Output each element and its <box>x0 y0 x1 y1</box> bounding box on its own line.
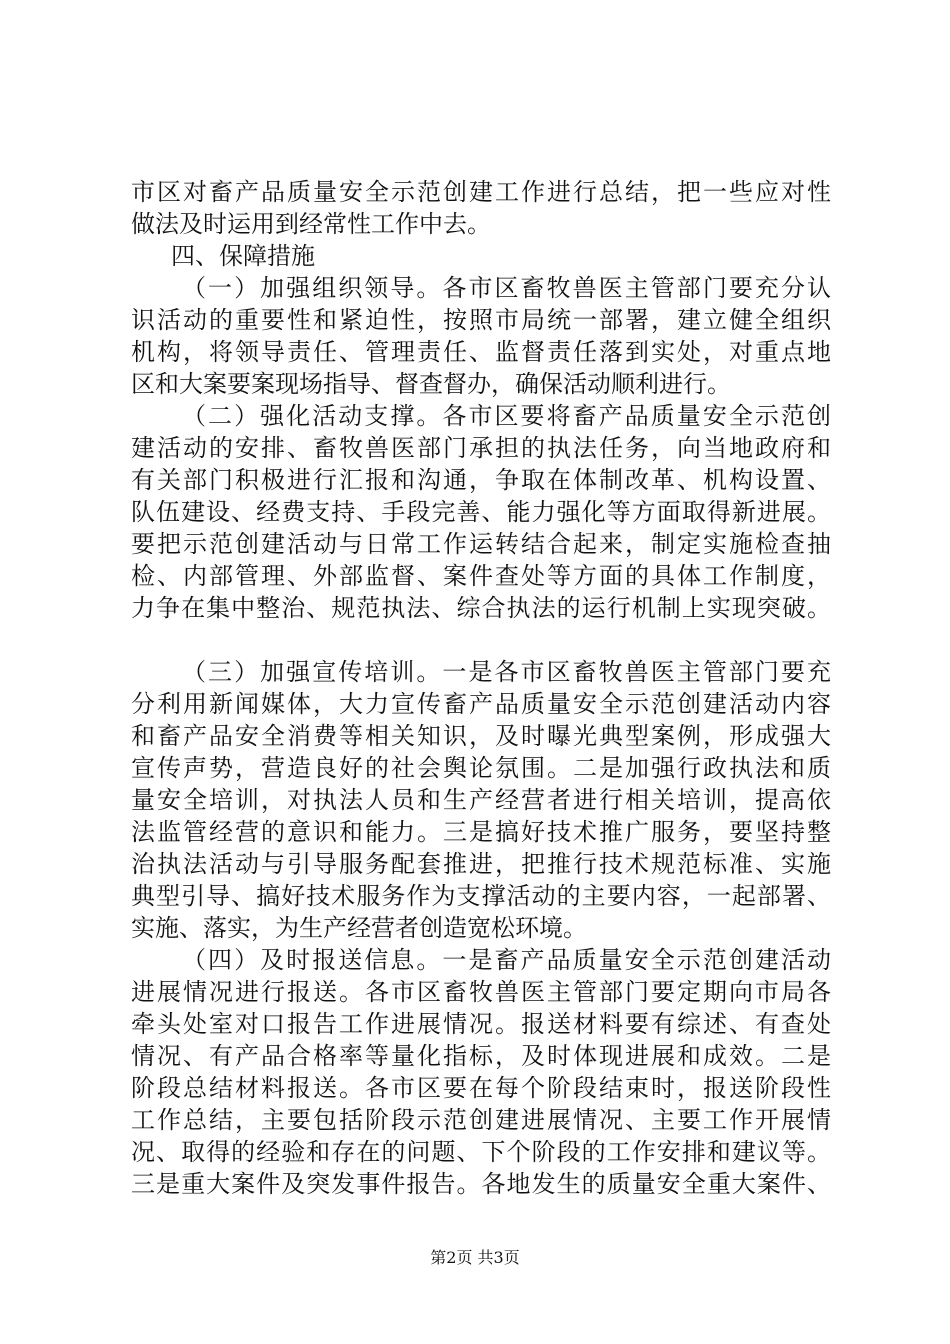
paragraph-line: 要把示范创建活动与日常工作运转结合起来，制定实施检查抽 <box>131 530 831 558</box>
paragraph-line: 做法及时运用到经常性工作中去。 <box>131 210 491 238</box>
paragraph-line: 三是重大案件及突发事件报告。各地发生的质量安全重大案件、 <box>131 1170 831 1198</box>
paragraph-line: 宣传声势，营造良好的社会舆论氛围。二是加强行政执法和质 <box>131 754 831 782</box>
paragraph-line: 队伍建设、经费支持、手段完善、能力强化等方面取得新进展。 <box>131 498 831 526</box>
paragraph-line: 典型引导、搞好技术服务作为支撑活动的主要内容，一起部署、 <box>131 882 831 910</box>
paragraph-line: （三）加强宣传培训。一是各市区畜牧兽医主管部门要充 <box>182 658 831 686</box>
paragraph-line: 况、取得的经验和存在的问题、下个阶段的工作安排和建议等。 <box>131 1138 831 1166</box>
paragraph-line: （一）加强组织领导。各市区畜牧兽医主管部门要充分认 <box>182 274 831 302</box>
paragraph-line: 进展情况进行报送。各市区畜牧兽医主管部门要定期向市局各 <box>131 978 831 1006</box>
paragraph-line: （二）强化活动支撑。各市区要将畜产品质量安全示范创 <box>182 402 831 430</box>
paragraph-line: 有关部门积极进行汇报和沟通，争取在体制改革、机构设置、 <box>131 466 831 494</box>
paragraph-line: 力争在集中整治、规范执法、综合执法的运行机制上实现突破。 <box>131 594 831 622</box>
paragraph-line: 区和大案要案现场指导、督查督办，确保活动顺利进行。 <box>131 370 731 398</box>
paragraph-line: 和畜产品安全消费等相关知识，及时曝光典型案例，形成强大 <box>131 722 831 750</box>
paragraph-line: 实施、落实，为生产经营者创造宽松环境。 <box>131 914 587 942</box>
paragraph-line: 情况、有产品合格率等量化指标，及时体现进展和成效。二是 <box>131 1042 831 1070</box>
paragraph-line: 量安全培训，对执法人员和生产经营者进行相关培训，提高依 <box>131 786 831 814</box>
page-footer: 第2页 共3页 <box>430 1248 520 1267</box>
paragraph-line: 分利用新闻媒体，大力宣传畜产品质量安全示范创建活动内容 <box>131 690 831 718</box>
paragraph-line: 检、内部管理、外部监督、案件查处等方面的具体工作制度， <box>131 562 831 590</box>
paragraph-line: 牵头处室对口报告工作进展情况。报送材料要有综述、有查处 <box>131 1010 831 1038</box>
paragraph-line: 工作总结，主要包括阶段示范创建进展情况、主要工作开展情 <box>131 1106 831 1134</box>
paragraph-line: 法监管经营的意识和能力。三是搞好技术推广服务，要坚持整 <box>131 818 831 846</box>
paragraph-line: 阶段总结材料报送。各市区要在每个阶段结束时，报送阶段性 <box>131 1074 831 1102</box>
paragraph-line: 机构，将领导责任、管理责任、监督责任落到实处，对重点地 <box>131 338 831 366</box>
paragraph-line: 治执法活动与引导服务配套推进，把推行技术规范标准、实施 <box>131 850 831 878</box>
paragraph-line: （四）及时报送信息。一是畜产品质量安全示范创建活动 <box>182 946 831 974</box>
paragraph-line: 建活动的安排、畜牧兽医部门承担的执法任务，向当地政府和 <box>131 434 831 462</box>
section-heading: 四、保障措施 <box>171 242 315 270</box>
paragraph-line: 识活动的重要性和紧迫性，按照市局统一部署，建立健全组织 <box>131 306 831 334</box>
paragraph-line: 市区对畜产品质量安全示范创建工作进行总结，把一些应对性 <box>131 178 831 206</box>
